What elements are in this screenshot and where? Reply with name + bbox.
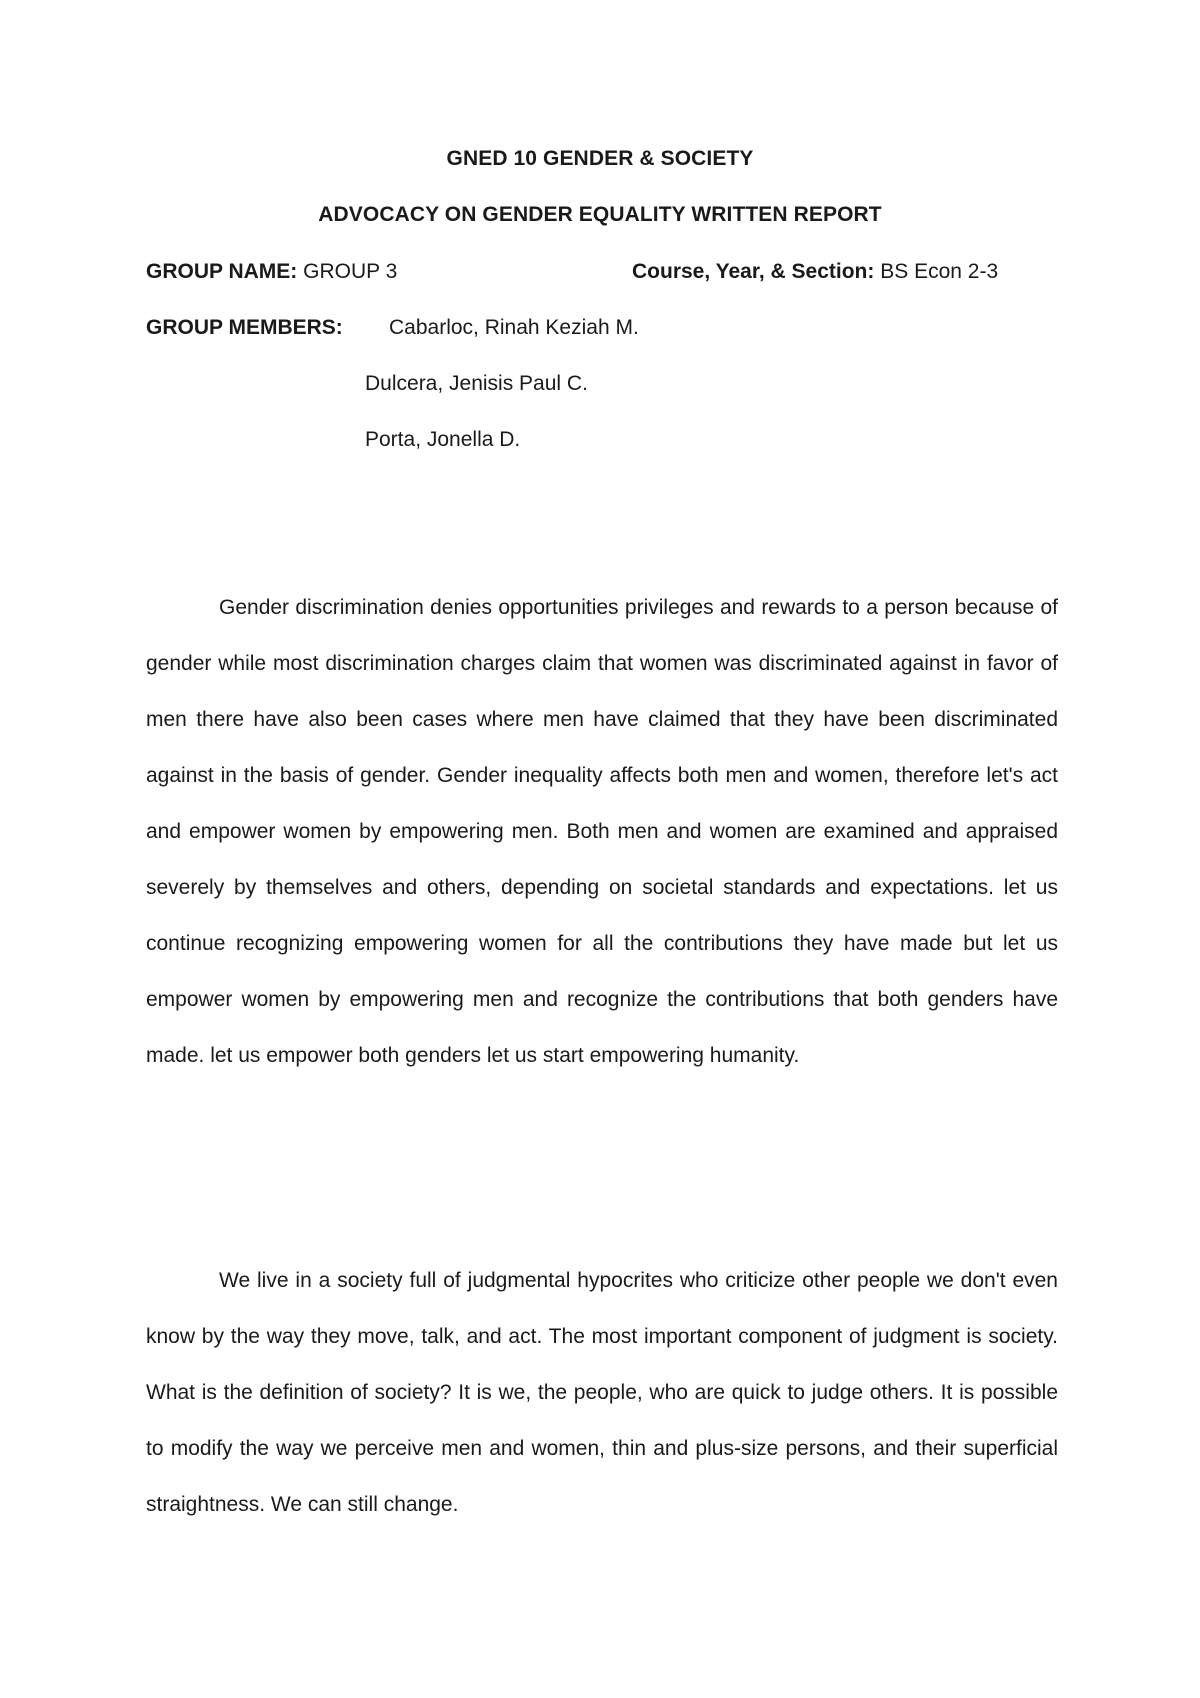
group-member: Dulcera, Jenisis Paul C. <box>365 372 588 395</box>
report-title: ADVOCACY ON GENDER EQUALITY WRITTEN REPORT <box>318 203 882 226</box>
course-section-value: BS Econ 2-3 <box>880 260 999 283</box>
course-section-line <box>632 260 998 284</box>
group-members-label: GROUP MEMBERS: <box>146 316 343 339</box>
group-name-label: GROUP NAME: <box>146 260 298 283</box>
group-name-line <box>146 260 397 284</box>
body-paragraph: Gender discrimination denies opportunities privileges and rewards to a person because of gender while most discrimination charges claim that women was discriminated against in favor of men there have also been cases where men have claimed that they have been discriminated against in the basis of gender. Gender inequality affects both men and women, therefore let's act and empower women by empowering men. Both men and women are examined and appraised severely by themselves and others, depending on societal standards and expectations. let us continue recognizing empowering women for all the contributions they have made but let us empower women by empowering men and recognize the contributions that both genders have made. let us empower both genders let us start empowering humanity. <box>146 596 1058 1067</box>
group-name-value: GROUP 3 <box>303 260 398 283</box>
group-member: Porta, Jonella D. <box>365 428 521 451</box>
group-member: Cabarloc, Rinah Keziah M. <box>389 316 639 339</box>
course-section-label: Course, Year, & Section: <box>632 260 875 283</box>
body-paragraph: We live in a society full of judgmental hypocrites who criticize other people we don't even know by the way they move, talk, and act. The most important component of judgment is society. What is the definition of society? It is we, the people, who are quick to judge others. It is possible to modify the way we perceive men and women, thin and plus-size persons, and their superficial straightness. We can still change. <box>146 1269 1058 1516</box>
course-title: GNED 10 GENDER & SOCIETY <box>446 147 754 170</box>
